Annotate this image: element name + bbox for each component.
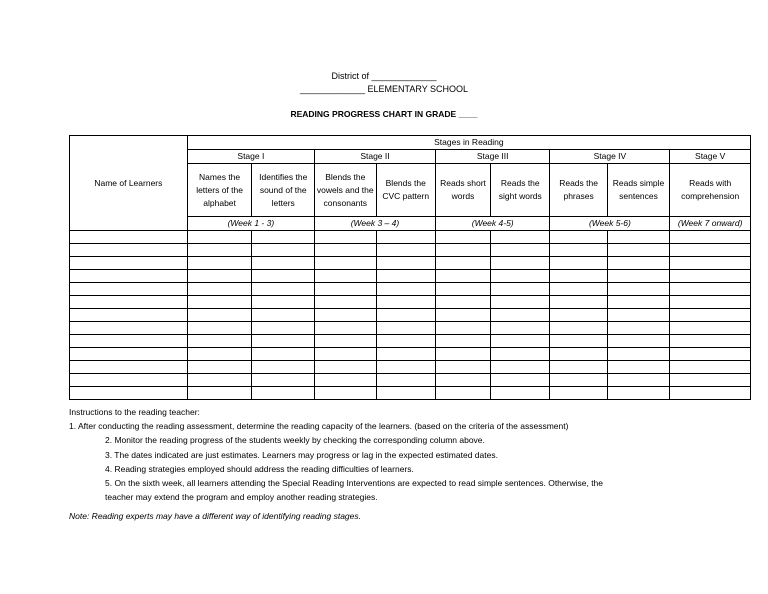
progress-check-cell[interactable] [376, 348, 435, 361]
progress-check-cell[interactable] [550, 322, 607, 335]
name-of-learners-header: Name of Learners [70, 136, 188, 231]
progress-check-cell[interactable] [187, 231, 252, 244]
progress-check-cell[interactable] [491, 257, 550, 270]
progress-check-cell[interactable] [670, 257, 751, 270]
stages-in-reading-header: Stages in Reading [187, 136, 750, 150]
progress-check-cell[interactable] [670, 244, 751, 257]
learner-rows [70, 231, 751, 400]
progress-check-cell[interactable] [376, 296, 435, 309]
footnote: Note: Reading experts may have a different way of identifying reading stages. [69, 511, 362, 521]
progress-check-cell[interactable] [435, 361, 490, 374]
progress-check-cell[interactable] [607, 387, 670, 400]
progress-check-cell[interactable] [670, 374, 751, 387]
progress-check-cell[interactable] [315, 244, 377, 257]
progress-check-cell[interactable] [187, 257, 252, 270]
progress-check-cell[interactable] [315, 361, 377, 374]
progress-check-cell[interactable] [435, 296, 490, 309]
progress-check-cell[interactable] [607, 348, 670, 361]
learner-row [70, 309, 751, 322]
progress-check-cell[interactable] [491, 270, 550, 283]
learner-name-cell[interactable] [70, 283, 188, 296]
skill-header: Blends the vowels and the consonants [315, 164, 377, 217]
progress-check-cell[interactable] [607, 231, 670, 244]
progress-check-cell[interactable] [376, 309, 435, 322]
progress-check-cell[interactable] [550, 309, 607, 322]
progress-check-cell[interactable] [607, 244, 670, 257]
progress-check-cell[interactable] [376, 244, 435, 257]
progress-check-cell[interactable] [607, 270, 670, 283]
instruction-item: 1. After conducting the reading assessment, determine the reading capacity of the learners. (based on the criteria of the assessment) [69, 421, 569, 432]
progress-check-cell[interactable] [607, 361, 670, 374]
learner-row [70, 387, 751, 400]
skill-header: Reads with comprehension [670, 164, 751, 217]
progress-check-cell[interactable] [187, 283, 252, 296]
learner-name-cell[interactable] [70, 361, 188, 374]
progress-check-cell[interactable] [435, 270, 490, 283]
learner-name-cell[interactable] [70, 244, 188, 257]
progress-check-cell[interactable] [550, 231, 607, 244]
learner-name-cell[interactable] [70, 335, 188, 348]
progress-check-cell[interactable] [315, 335, 377, 348]
progress-check-cell[interactable] [376, 374, 435, 387]
progress-check-cell[interactable] [315, 231, 377, 244]
reading-progress-table [69, 135, 751, 400]
progress-check-cell[interactable] [670, 361, 751, 374]
progress-check-cell[interactable] [550, 374, 607, 387]
progress-check-cell[interactable] [491, 387, 550, 400]
progress-check-cell[interactable] [252, 387, 315, 400]
skill-header: Identifies the sound of the letters [252, 164, 315, 217]
progress-check-cell[interactable] [376, 257, 435, 270]
progress-check-cell[interactable] [607, 335, 670, 348]
progress-check-cell[interactable] [670, 231, 751, 244]
progress-check-cell[interactable] [670, 283, 751, 296]
instruction-item: teacher may extend the program and employ another reading strategies. [105, 492, 378, 503]
progress-check-cell[interactable] [252, 244, 315, 257]
learner-row [70, 335, 751, 348]
instruction-item: 3. The dates indicated are just estimates. Learners may progress or lag in the expected estimated dates. [105, 449, 498, 460]
progress-check-cell[interactable] [435, 309, 490, 322]
progress-check-cell[interactable] [607, 322, 670, 335]
progress-check-cell[interactable] [252, 231, 315, 244]
progress-check-cell[interactable] [550, 270, 607, 283]
learner-name-cell[interactable] [70, 387, 188, 400]
progress-check-cell[interactable] [670, 322, 751, 335]
progress-check-cell[interactable] [376, 283, 435, 296]
learner-row [70, 322, 751, 335]
progress-check-cell[interactable] [315, 387, 377, 400]
skill-header: Reads the sight words [491, 164, 550, 217]
progress-check-cell[interactable] [252, 322, 315, 335]
progress-check-cell[interactable] [491, 244, 550, 257]
progress-check-cell[interactable] [252, 374, 315, 387]
instruction-item: 4. Reading strategies employed should address the reading difficulties of learners. [105, 463, 414, 474]
progress-check-cell[interactable] [435, 283, 490, 296]
progress-check-cell[interactable] [376, 322, 435, 335]
progress-check-cell[interactable] [670, 309, 751, 322]
progress-check-cell[interactable] [670, 348, 751, 361]
learner-name-cell[interactable] [70, 231, 188, 244]
progress-check-cell[interactable] [376, 231, 435, 244]
progress-check-cell[interactable] [315, 348, 377, 361]
learner-name-cell[interactable] [70, 296, 188, 309]
stage-header: Stage V [670, 150, 751, 164]
progress-check-cell[interactable] [550, 244, 607, 257]
progress-check-cell[interactable] [376, 387, 435, 400]
skill-header: Names the letters of the alphabet [187, 164, 252, 217]
skill-header: Reads the phrases [550, 164, 607, 217]
week-range: (Week 4-5) [435, 217, 550, 231]
learner-row [70, 244, 751, 257]
progress-check-cell[interactable] [376, 335, 435, 348]
learner-name-cell[interactable] [70, 348, 188, 361]
progress-check-cell[interactable] [435, 244, 490, 257]
progress-check-cell[interactable] [607, 309, 670, 322]
progress-check-cell[interactable] [491, 348, 550, 361]
progress-check-cell[interactable] [491, 283, 550, 296]
progress-check-cell[interactable] [435, 348, 490, 361]
progress-check-cell[interactable] [550, 296, 607, 309]
progress-check-cell[interactable] [550, 387, 607, 400]
week-range: (Week 3 – 4) [315, 217, 436, 231]
progress-check-cell[interactable] [252, 283, 315, 296]
progress-check-cell[interactable] [187, 322, 252, 335]
learner-row [70, 361, 751, 374]
progress-check-cell[interactable] [670, 270, 751, 283]
progress-check-cell[interactable] [491, 296, 550, 309]
progress-check-cell[interactable] [550, 348, 607, 361]
progress-check-cell[interactable] [252, 361, 315, 374]
progress-check-cell[interactable] [187, 361, 252, 374]
progress-check-cell[interactable] [315, 309, 377, 322]
progress-check-cell[interactable] [376, 270, 435, 283]
progress-check-cell[interactable] [252, 257, 315, 270]
progress-check-cell[interactable] [315, 296, 377, 309]
skill-header: Reads simple sentences [607, 164, 670, 217]
progress-check-cell[interactable] [187, 244, 252, 257]
progress-check-cell[interactable] [315, 322, 377, 335]
progress-check-cell[interactable] [670, 296, 751, 309]
progress-check-cell[interactable] [435, 335, 490, 348]
learner-name-cell[interactable] [70, 270, 188, 283]
week-range: (Week 5-6) [550, 217, 670, 231]
instructions-heading: Instructions to the reading teacher: [69, 407, 200, 417]
progress-check-cell[interactable] [376, 361, 435, 374]
stage-header: Stage I [187, 150, 314, 164]
progress-check-cell[interactable] [435, 257, 490, 270]
document-title: READING PROGRESS CHART IN GRADE ____ [290, 109, 478, 119]
progress-check-cell[interactable] [607, 257, 670, 270]
instruction-item: 2. Monitor the reading progress of the students weekly by checking the corresponding column above. [105, 435, 485, 446]
week-range: (Week 7 onward) [670, 217, 751, 231]
skill-header: Reads short words [435, 164, 490, 217]
learner-row [70, 231, 751, 244]
instructions [69, 405, 759, 504]
learner-row [70, 296, 751, 309]
learner-row [70, 283, 751, 296]
skill-header: Blends the CVC pattern [376, 164, 435, 217]
progress-check-cell[interactable] [315, 374, 377, 387]
week-range: (Week 1 - 3) [187, 217, 314, 231]
progress-check-cell[interactable] [435, 322, 490, 335]
progress-check-cell[interactable] [187, 309, 252, 322]
progress-check-cell[interactable] [491, 335, 550, 348]
progress-check-cell[interactable] [315, 257, 377, 270]
learner-row [70, 257, 751, 270]
progress-check-cell[interactable] [187, 348, 252, 361]
progress-check-cell[interactable] [252, 309, 315, 322]
progress-check-cell[interactable] [187, 296, 252, 309]
instruction-item: 5. On the sixth week, all learners attending the Special Reading Interventions are expected to read simple sentences. Otherwise, the [105, 478, 604, 489]
progress-check-cell[interactable] [252, 296, 315, 309]
progress-check-cell[interactable] [491, 322, 550, 335]
progress-check-cell[interactable] [187, 270, 252, 283]
progress-check-cell[interactable] [187, 374, 252, 387]
progress-check-cell[interactable] [187, 335, 252, 348]
learner-name-cell[interactable] [70, 257, 188, 270]
learner-name-cell[interactable] [70, 309, 188, 322]
progress-check-cell[interactable] [550, 257, 607, 270]
progress-check-cell[interactable] [187, 387, 252, 400]
progress-check-cell[interactable] [607, 296, 670, 309]
learner-name-cell[interactable] [70, 322, 188, 335]
learner-row [70, 270, 751, 283]
stage-header: Stage II [315, 150, 436, 164]
learner-row [70, 374, 751, 387]
district-line: District of _____________ [331, 71, 437, 81]
progress-check-cell[interactable] [491, 231, 550, 244]
stage-header: Stage III [435, 150, 550, 164]
progress-check-cell[interactable] [550, 361, 607, 374]
learner-row [70, 348, 751, 361]
progress-check-cell[interactable] [607, 283, 670, 296]
progress-check-cell[interactable] [315, 283, 377, 296]
progress-check-cell[interactable] [435, 387, 490, 400]
progress-check-cell[interactable] [315, 270, 377, 283]
progress-check-cell[interactable] [252, 270, 315, 283]
progress-check-cell[interactable] [550, 335, 607, 348]
progress-check-cell[interactable] [491, 361, 550, 374]
progress-check-cell[interactable] [607, 374, 670, 387]
progress-check-cell[interactable] [670, 335, 751, 348]
progress-check-cell[interactable] [435, 374, 490, 387]
school-line: _____________ ELEMENTARY SCHOOL [299, 84, 469, 94]
progress-check-cell[interactable] [491, 374, 550, 387]
progress-check-cell[interactable] [252, 348, 315, 361]
progress-check-cell[interactable] [252, 335, 315, 348]
progress-check-cell[interactable] [491, 309, 550, 322]
stage-header: Stage IV [550, 150, 670, 164]
learner-name-cell[interactable] [70, 374, 188, 387]
progress-check-cell[interactable] [670, 387, 751, 400]
progress-check-cell[interactable] [550, 283, 607, 296]
progress-check-cell[interactable] [435, 231, 490, 244]
